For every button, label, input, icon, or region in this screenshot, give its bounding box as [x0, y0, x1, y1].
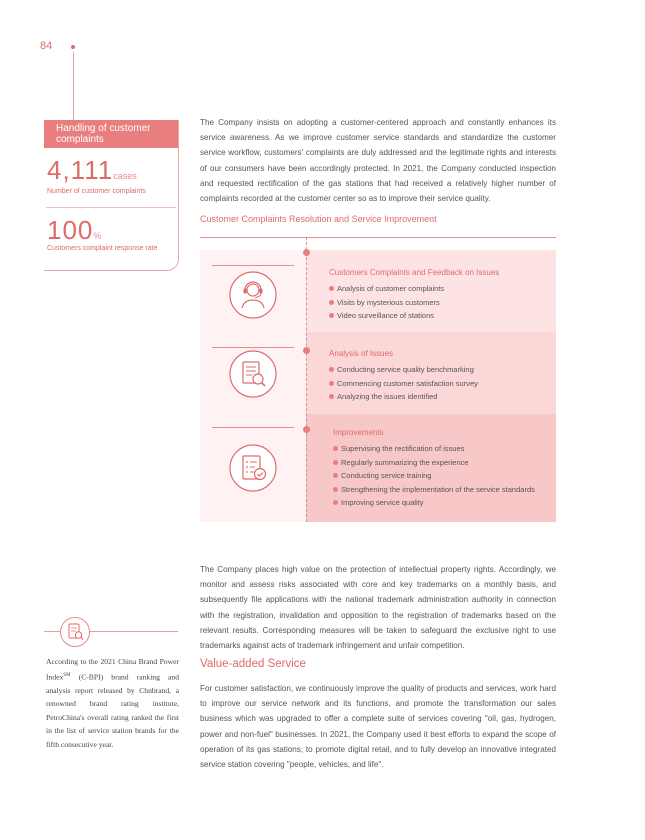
diagram-top-rule [200, 237, 556, 238]
list-item: Supervising the rectification of issues [333, 442, 535, 456]
headset-agent-icon [228, 270, 278, 320]
page-number: 84 [40, 40, 53, 52]
stat-response-unit: % [93, 231, 102, 241]
stat-response-rate [47, 215, 101, 246]
side-note-text-1: According to the 2021 China Brand Power Index [46, 657, 179, 682]
service-mark-sup: SM [63, 672, 71, 678]
stage-2-icon-rule [212, 347, 294, 348]
list-item: Improving service quality [333, 496, 535, 510]
list-item: Strengthening the implementation of the service standards [333, 483, 535, 497]
list-item: Analysis of customer complaints [329, 282, 444, 296]
stage-3-icon-rule [212, 427, 294, 428]
stat-complaints-unit: cases [113, 171, 137, 181]
page-margin-rule [73, 52, 74, 122]
document-search-icon [228, 349, 278, 399]
stat-complaints-value: 4,111 [47, 155, 114, 185]
document-search-icon [60, 617, 90, 647]
stat-complaints-label: Number of customer complaints [47, 188, 146, 195]
checklist-icon [228, 443, 278, 493]
side-note [46, 655, 179, 751]
stats-divider [46, 207, 176, 208]
ip-protection-paragraph: The Company places high value on the protection of intellectual property rights. Accordingly, we monitor and assess risks associated with core and key trademarks on a monthly basis, and subsequently file applications with the national trademark administration authority in connection with the registration, invalidation and opposition to the registration of trademarks based on the relevant results. Corresponding measures will be taken to safeguard the exclusive right to use trademarks against acts of trademark infringement and unfair competition. [200, 565, 556, 651]
stage-2-title: Analysis of Issues [329, 349, 394, 358]
stage-1-icon-rule [212, 265, 294, 266]
list-item: Conducting service training [333, 469, 535, 483]
list-item: Conducting service quality benchmarking [329, 363, 478, 377]
stage-3-list [333, 442, 535, 510]
value-added-heading: Value-added Service [200, 658, 306, 670]
diagram-title: Customer Complaints Resolution and Service Improvement [200, 214, 437, 224]
complaints-process-diagram [200, 237, 556, 535]
stage-2-node [303, 347, 310, 354]
stage-1-title: Customers Complaints and Feedback on Issues [329, 268, 500, 277]
stage-1-node [303, 249, 310, 256]
page-number-dot [71, 45, 75, 49]
list-item: Regularly summarizing the experience [333, 456, 535, 470]
stats-heading: Handling of customer complaints [44, 120, 178, 148]
list-item: Analyzing the issues identified [329, 390, 478, 404]
list-item: Video surveillance of stations [329, 309, 444, 323]
process-connector-line [306, 237, 307, 522]
side-note-text-2: (C-BPI) brand ranking and analysis report released by Chnbrand, a renowned brand rating institute, PetroChina's overall rating ranked the first in the list of service station brands for the fifth consecutive year. [46, 672, 179, 749]
stage-1-list [329, 282, 444, 323]
stat-response-value: 100 [47, 215, 94, 245]
stat-response-label: Customers complaint response rate [47, 245, 158, 252]
stat-complaints [47, 155, 137, 186]
list-item: Visits by mysterious customers [329, 296, 444, 310]
intro-paragraph: The Company insists on adopting a customer-centered approach and constantly enhances its service awareness. As we improve customer service standards and standardize the customer service workflow, customers' complaints are duly addressed and the legitimate rights and interests of our consumers have been accordingly protected. In 2021, the Company conducted inspection and requested rectification of the gas stations that had received a relatively higher number of complaints recorded at the customer center so as to improve their service quality. [200, 118, 556, 204]
stage-2-list [329, 363, 478, 404]
stage-3-title: Improvements [333, 428, 384, 437]
stage-3-node [303, 426, 310, 433]
value-added-paragraph: For customer satisfaction, we continuously improve the quality of products and services, work hard to improve our service network and its functions, and promote the transformation our sales business which was upgraded to offer a complete suite of services covering "oil, gas, hydrogen, power and non-fuel" businesses. In 2021, the Company used it best efforts to expand the scope of operation of its gas stations, to promote digital retail, and to fully develop an innovative integrated service station covering "people, vehicles, and life". [200, 684, 556, 770]
list-item: Commencing customer satisfaction survey [329, 377, 478, 391]
